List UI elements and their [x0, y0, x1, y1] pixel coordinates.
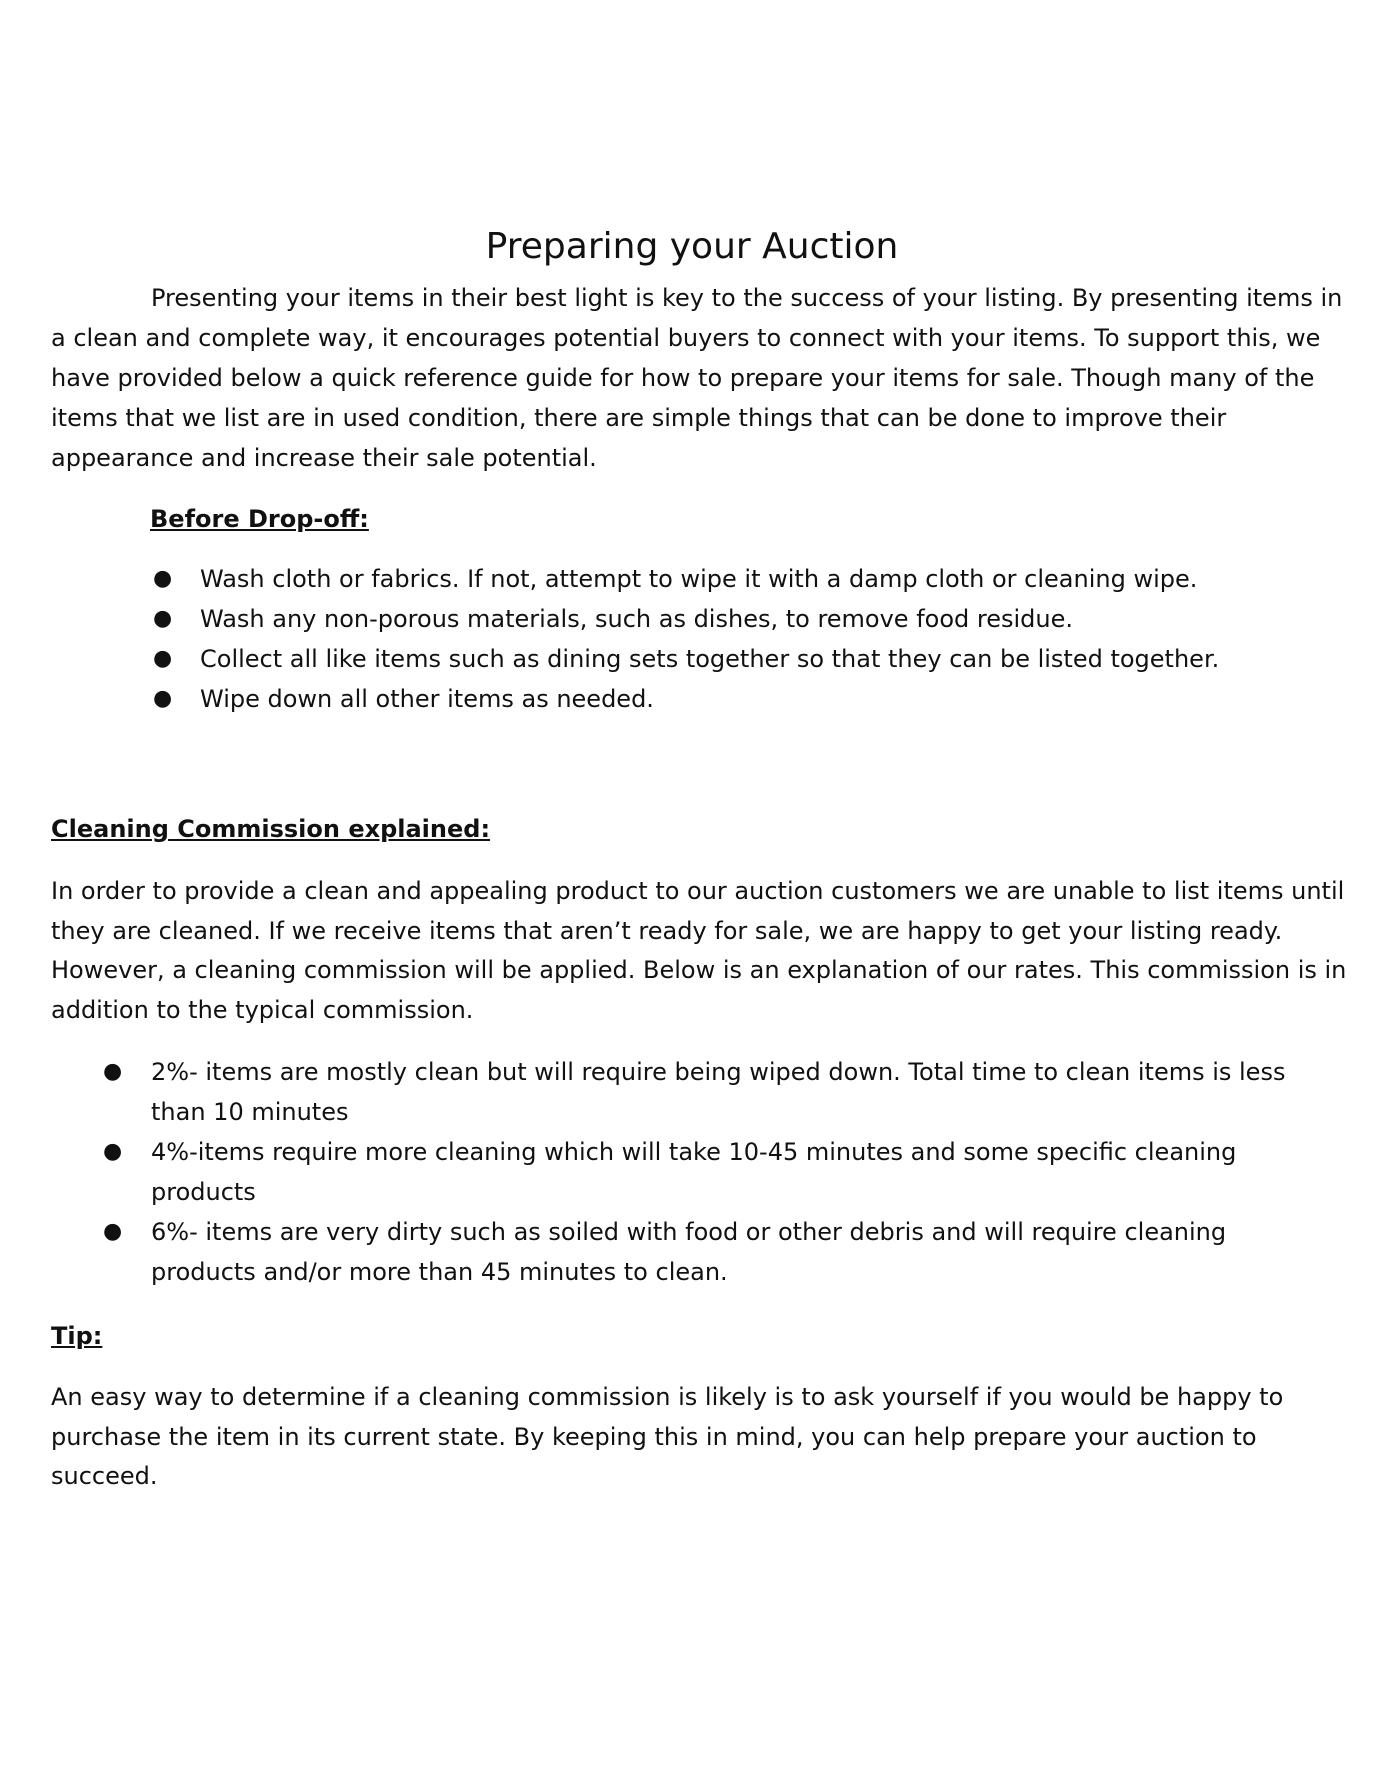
commission-rates-list [103, 1052, 1331, 1292]
intro-paragraph: Presenting your items in their best light is key to the success of your listing. By presenting items in a clean and complete way, it encourages potential buyers to connect with your items. To support this, we have provided below a quick reference guide for how to prepare your items for sale. Though many of the items that we list are in used condition, there are simple things that can be done to improve their appearance and increase their sale potential. [51, 284, 1343, 472]
list-item-text: Wash cloth or fabrics. If not, attempt to wipe it with a damp cloth or cleaning wipe. [200, 565, 1198, 593]
bullet-icon: ● [103, 1139, 123, 1164]
bullet-icon: ● [153, 606, 173, 631]
list-item [103, 1132, 1331, 1212]
list-item-text: Wipe down all other items as needed. [200, 685, 654, 713]
list-item-text: 4%-items require more cleaning which will take 10-45 minutes and some specific cleaning products [151, 1138, 1237, 1206]
cleaning-commission-heading: Cleaning Commission explained: [51, 815, 491, 843]
page-title: Preparing your Auction [485, 226, 899, 268]
list-item-text: Collect all like items such as dining sets together so that they can be listed together. [200, 645, 1220, 673]
before-dropoff-heading: Before Drop-off: [150, 505, 369, 533]
tip-heading: Tip: [51, 1322, 103, 1350]
list-item-text: 2%- items are mostly clean but will require being wiped down. Total time to clean items is less than 10 minutes [151, 1058, 1286, 1126]
list-item [153, 679, 1330, 719]
tip-paragraph: An easy way to determine if a cleaning commission is likely is to ask yourself if you would be happy to purchase the item in its current state. By keeping this in mind, you can help prepare your auction to succeed. [51, 1383, 1284, 1490]
bullet-icon: ● [153, 686, 173, 711]
before-dropoff-list [153, 559, 1330, 719]
list-item [103, 1052, 1331, 1132]
cleaning-commission-paragraph: In order to provide a clean and appealing product to our auction customers we are unable to list items until they are cleaned. If we receive items that aren’t ready for sale, we are happy to get your listing ready. However, a cleaning commission will be applied. Below is an explanation of our rates. This commission is in addition to the typical commission. [51, 877, 1347, 1024]
list-item-text: 6%- items are very dirty such as soiled with food or other debris and will require cleaning products and/or more than 45 minutes to clean. [151, 1218, 1227, 1286]
list-item [153, 599, 1330, 639]
bullet-icon: ● [153, 566, 173, 591]
list-item-text: Wash any non-porous materials, such as dishes, to remove food residue. [200, 605, 1073, 633]
list-item [153, 639, 1330, 679]
list-item [103, 1212, 1331, 1292]
bullet-icon: ● [103, 1059, 123, 1084]
bullet-icon: ● [103, 1219, 123, 1244]
list-item [153, 559, 1330, 599]
bullet-icon: ● [153, 646, 173, 671]
